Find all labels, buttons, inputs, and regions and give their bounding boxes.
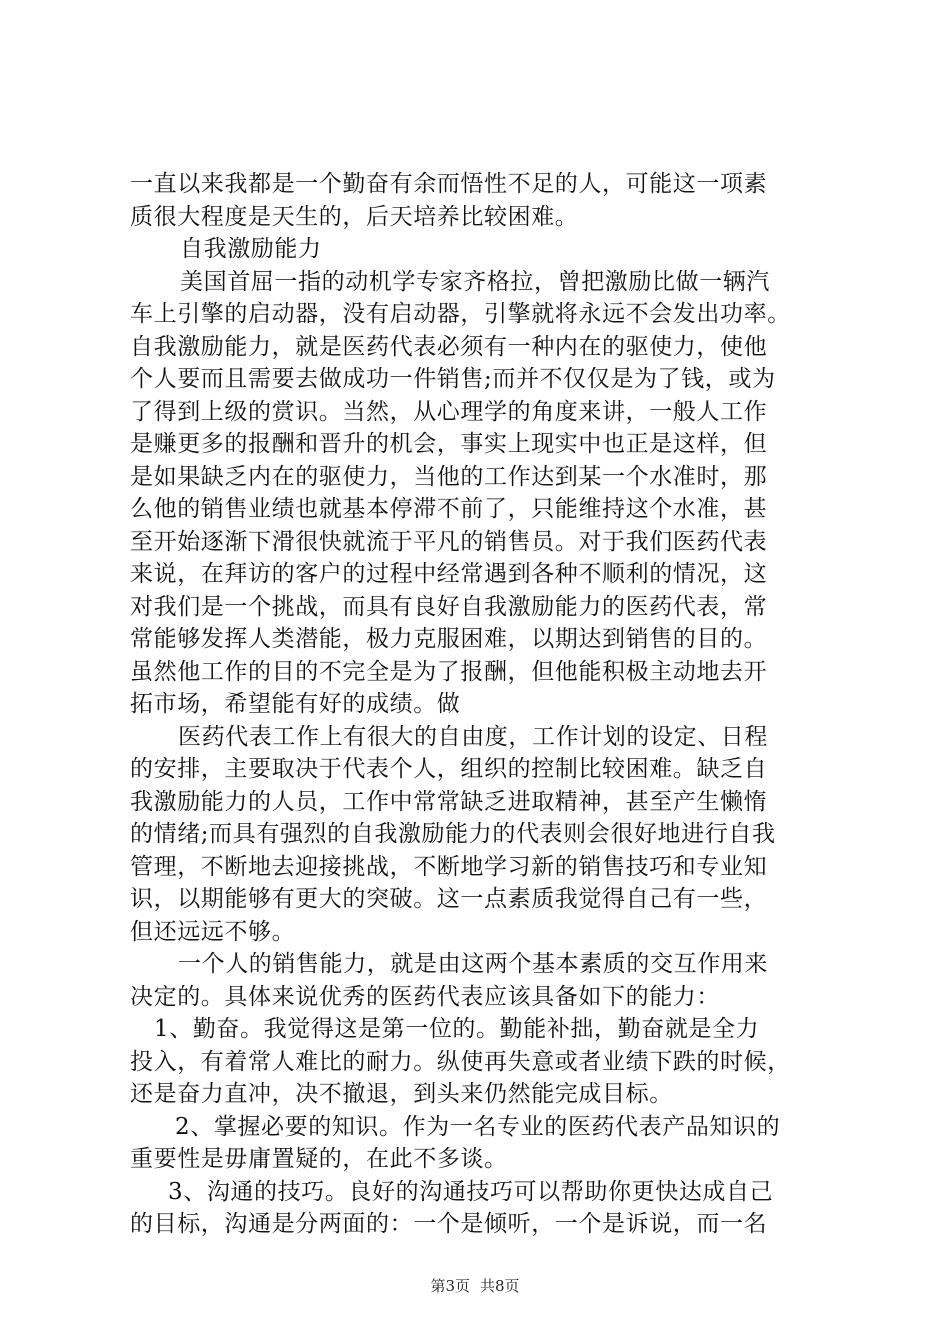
text-line: 是如果缺乏内在的驱使力，当他的工作达到某一个水准时，那 bbox=[130, 463, 768, 490]
text-line: 一直以来我都是一个勤奋有余而悟性不足的人，可能这一项素 bbox=[130, 171, 768, 197]
text-line: 的目标，沟通是分两面的：一个是倾听，一个是诉说，而一名 bbox=[130, 1211, 768, 1237]
text-line: 是赚更多的报酬和晋升的机会，事实上现实中也正是这样，但 bbox=[130, 431, 768, 457]
text-line: 么他的销售业绩也就基本停滞不前了，只能维持这个水准，甚 bbox=[130, 496, 768, 522]
page-number: 第3页 bbox=[430, 1277, 470, 1295]
text-line: 常能够发挥人类潜能，极力克服困难，以期达到销售的目的。 bbox=[130, 626, 768, 652]
list-item: 3、沟通的技巧。良好的沟通技巧可以帮助你更快达成自己 bbox=[168, 1178, 774, 1205]
text-line: 拓市场，希望能有好的成绩。做 bbox=[130, 691, 461, 717]
text-line: 车上引擎的启动器，没有启动器，引擎就将永远不会发出功率。 bbox=[130, 301, 791, 327]
list-item: 2、掌握必要的知识。作为一名专业的医药代表产品知识的 bbox=[175, 1113, 781, 1140]
text-line: 质很大程度是天生的，后天培养比较困难。 bbox=[130, 203, 579, 230]
list-item: 1、勤奋。我觉得这是第一位的。勤能补拙，勤奋就是全力 bbox=[154, 1016, 760, 1042]
text-line: 识，以期能够有更大的突破。这一点素质我觉得自己有一些， bbox=[130, 886, 768, 912]
text-line: 来说，在拜访的客户的过程中经常遇到各种不顺利的情况，这 bbox=[130, 561, 768, 587]
text-line: 还是奋力直冲，决不撤退，到头来仍然能完成目标。 bbox=[130, 1081, 673, 1107]
text-line: 重要性是毋庸置疑的，在此不多谈。 bbox=[130, 1146, 508, 1172]
text-line: 自我激励能力，就是医药代表必须有一种内在的驱使力，使他 bbox=[130, 333, 768, 360]
text-line: 投入，有着常人难比的耐力。纵使再失意或者业绩下跌的时候， bbox=[130, 1048, 791, 1075]
text-line: 美国首屈一指的动机学专家齐格拉，曾把激励比做一辆汽 bbox=[180, 268, 770, 295]
text-line: 我激励能力的人员，工作中常常缺乏进取精神，甚至产生懒惰 bbox=[130, 788, 768, 815]
text-line: 对我们是一个挑战，而具有良好自我激励能力的医药代表，常 bbox=[130, 593, 768, 620]
text-line: 一个人的销售能力，就是由这两个基本素质的交互作用来 bbox=[178, 951, 768, 977]
text-line: 管理，不断地去迎接挑战，不断地学习新的销售技巧和专业知 bbox=[130, 853, 768, 880]
page-total: 共8页 bbox=[480, 1277, 520, 1295]
page-footer bbox=[0, 1275, 950, 1296]
text-line: 个人要而且需要去做成功一件销售;而并不仅仅是为了钱，或为 bbox=[130, 366, 776, 392]
text-line: 了得到上级的赏识。当然，从心理学的角度来讲，一般人工作 bbox=[130, 398, 768, 425]
text-line: 虽然他工作的目的不完全是为了报酬，但他能积极主动地去开 bbox=[130, 658, 768, 685]
text-line: 但还远远不够。 bbox=[130, 918, 296, 945]
section-heading: 自我激励能力 bbox=[180, 236, 322, 262]
text-line: 的安排，主要取决于代表个人，组织的控制比较困难。缺乏自 bbox=[130, 756, 768, 782]
text-line: 的情绪;而具有强烈的自我激励能力的代表则会很好地进行自我 bbox=[130, 821, 776, 847]
text-line: 医药代表工作上有很大的自由度，工作计划的设定、日程 bbox=[178, 723, 768, 750]
text-line: 决定的。具体来说优秀的医药代表应该具备如下的能力： bbox=[130, 983, 720, 1010]
text-line: 至开始逐渐下滑很快就流于平凡的销售员。对于我们医药代表 bbox=[130, 528, 768, 555]
document-body bbox=[130, 168, 842, 1241]
